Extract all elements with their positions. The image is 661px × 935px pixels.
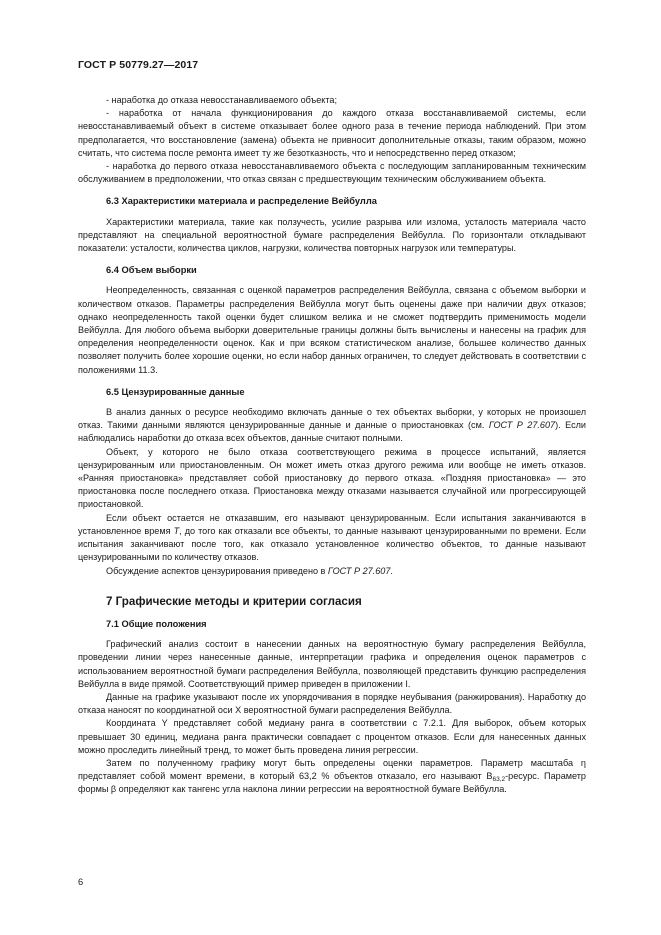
subscript: 63,2 (492, 776, 506, 784)
section-6-4-paragraph: Неопределенность, связанная с оценкой параметров распределения Вейбулла, связана с объемом выборки и количеством отказов. Параметры распределения Вейбулла могут быть оценены даже при наличии двух отказов; однако неопределенность такой оценки будет слишком велика и не сможет подтвердить применимость модели Вейбулла. Для любого объема выборки доверительные границы должны быть вычислены и нанесены на график для определения неопределенности оценок. Как и при всяком статистическом анализе, большее количество данных позволяет получить более хорошие оценки, но если набор данных ограничен, то следует действовать в соответствии с положениями 11.3. (78, 285, 586, 375)
section-6-3-heading: 6.3 Характеристики материала и распределение Вейбулла (106, 196, 377, 207)
section-6-5-heading: 6.5 Цензурированные данные (106, 386, 245, 397)
section-7-1-paragraph-4 (78, 757, 586, 797)
section-7-heading: 7 Графические методы и критерии согласия (106, 594, 362, 608)
section-6-3-paragraph: Характеристики материала, такие как ползучесть, усилие разрыва или излома, усталость материала часто представляют на специальной вероятностной бумаге распределения Вейбулла. По горизонтали откладывают показатели: усталости, количества циклов, нагрузки, количества повторных нагрузок или температуры. (78, 216, 586, 254)
section-7-1-paragraph-2: Данные на графике указывают после их упорядочивания в порядке неубывания (ранжирования). Наработку до отказа наносят по координатной оси X вероятностной бумаги распределения Вейбулла. (78, 691, 586, 716)
text-segment: -ресурс. Параметр формы β определяют как тангенс угла наклона линии регрессии на вероятностной бумаге Вейбулла. (78, 771, 586, 795)
intro-item-3: - наработка до первого отказа невосстанавливаемого объекта с последующим запланированным техническим обслуживанием в предположении, что отказ связан с предшествующим техническим обслуживанием объекта. (78, 161, 586, 185)
page-content (78, 94, 586, 797)
section-7-1-paragraph-3: Координата Y представляет собой медиану ранга в соответствии с 7.2.1. Для выборок, объем которых превышает 30 единиц, медиана ранга практически совпадает с процентом отказов. Если для нанесенных данных можно проследить линейный тренд, то может быть проведена линия регрессии. (78, 718, 586, 755)
section-7-1-paragraph-1: Графический анализ состоит в нанесении данных на вероятностную бумагу распределения Вейбулла, проведении линии через нанесенные данные, интерпретации графика и определения оценок параметров с использованием вероятностной бумаги распределения Вейбулла, позволяющей представить функцию распределения Вейбулла в виде прямой. Соответствующий пример приведен в приложении I. (78, 639, 586, 689)
section-7-1-heading: 7.1 Общие положения (106, 618, 207, 629)
variable-t: T (173, 525, 180, 536)
intro-item-1: - наработка до отказа невосстанавливаемого объекта; (106, 95, 337, 105)
intro-item-2: - наработка от начала функционирования до каждого отказа восстанавливаемой системы, если невосстанавливаемый объект в системе отказывает более одного раза в течение периода наблюдений. При этом предполагается, что восстановление (замена) объекта не привносит дополнительные отказы, таким образом, можно считать, что система после ремонта имеет ту же безотказность, что и непосредственно перед отказом; (78, 108, 586, 158)
page-number: 6 (78, 877, 84, 887)
text-segment: В анализ данных о ресурсе необходимо включать данные о тех объектах выборки, у которых не произошел отказ. Такими данными являются цензурированные данные и данные о приостановках (см. (78, 407, 586, 431)
text-segment: Если объект остается не отказавшим, его называют цензурированным. Если испытания заканчиваются в установленное время (78, 512, 586, 536)
section-6-4-heading: 6.4 Объем выборки (106, 265, 197, 276)
document-code-header: ГОСТ Р 50779.27—2017 (78, 59, 199, 71)
text-segment: Затем по полученному графику могут быть определены оценки параметров. Параметр масштаба η представляет собой момент времени, в который 63,2 % объектов отказало, его называют B (78, 757, 586, 782)
standard-reference: ГОСТ Р 27.607 (488, 420, 556, 431)
section-6-5-paragraph-2: Объект, у которого не было отказа соответствующего режима в процессе испытаний, является цензурированным или приостановленным. Он может иметь отказ другого режима или вообще не иметь отказов. «Ранняя приостановка» представляет собой приостановку до первого отказа. «Поздняя приостановка» — это приостановка после последнего отказа. Приостановка между отказами называется случайной или прогрессирующей приостановкой. (78, 446, 586, 510)
section-6-5-paragraph-1 (78, 406, 586, 446)
standard-reference: ГОСТ Р 27.607 (327, 565, 391, 576)
section-6-5-paragraph-4 (78, 565, 586, 578)
section-6-5-paragraph-3 (78, 512, 586, 565)
text-segment: ). Если наблюдались наработки до отказа всех объектов, данные считают полными. (78, 420, 586, 444)
text-segment: , до того как отказали все объекты, то данные называют цензурированными по времени. Если испытания заканчивают после того, как отказало установленное количество объектов, то данные называют цензурированными по количеству отказов. (78, 525, 587, 563)
text-segment: . (390, 565, 393, 576)
text-segment: Обсуждение аспектов цензурирования приведено в (106, 565, 328, 576)
